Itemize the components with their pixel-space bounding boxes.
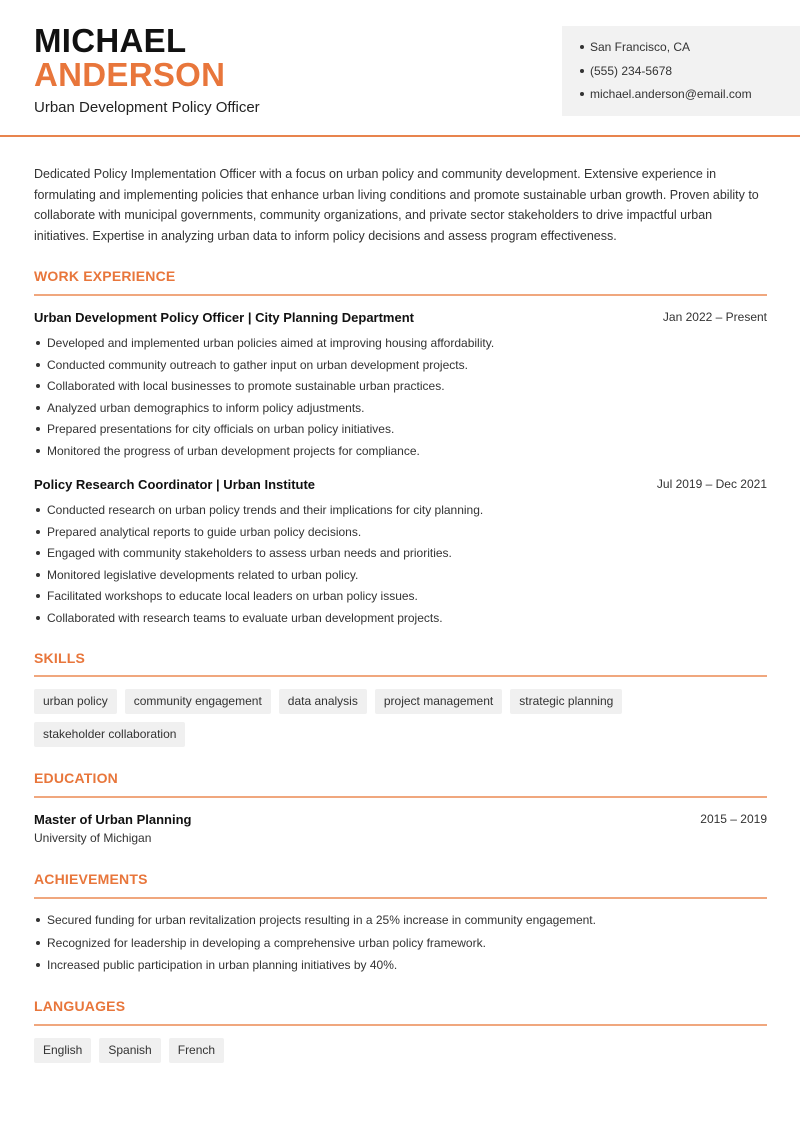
education-school: University of Michigan — [34, 831, 152, 845]
skill-tag: stakeholder collaboration — [34, 722, 185, 747]
skill-tag: community engagement — [125, 689, 271, 714]
contact-email[interactable]: michael.anderson@email.com — [580, 86, 800, 110]
skills-tags — [34, 689, 767, 747]
language-tag: French — [169, 1038, 224, 1063]
section-title-achievements: ACHIEVEMENTS — [34, 871, 148, 887]
job-bullets — [34, 335, 767, 464]
education-dates: 2015 – 2019 — [700, 812, 767, 826]
skill-tag: strategic planning — [510, 689, 622, 714]
list-item: Recognized for leadership in developing a comprehensive urban policy framework. — [34, 935, 767, 958]
job-dates: Jul 2019 – Dec 2021 — [656, 477, 767, 491]
language-tag: English — [34, 1038, 91, 1063]
list-item: Monitored the progress of urban development projects for compliance. — [34, 443, 767, 465]
skill-tag: project management — [375, 689, 502, 714]
job-bullets — [34, 502, 767, 631]
job-title: Urban Development Policy Officer — [34, 99, 260, 116]
list-item: Prepared presentations for city officials on urban policy initiatives. — [34, 421, 767, 443]
list-item: Analyzed urban demographics to inform policy adjustments. — [34, 400, 767, 422]
list-item: Facilitated workshops to educate local leaders on urban policy issues. — [34, 588, 767, 610]
section-title-education: EDUCATION — [34, 770, 118, 786]
resume-header — [0, 0, 800, 137]
section-divider — [34, 294, 767, 296]
contact-phone: (555) 234-5678 — [580, 63, 800, 87]
contact-location: San Francisco, CA — [580, 39, 800, 63]
language-tags — [34, 1038, 767, 1063]
section-divider — [34, 675, 767, 677]
achievement-bullets — [34, 912, 767, 980]
language-tag: Spanish — [99, 1038, 160, 1063]
last-name: ANDERSON — [34, 56, 226, 93]
list-item: Developed and implemented urban policies aimed at improving housing affordability. — [34, 335, 767, 357]
section-divider — [34, 796, 767, 798]
list-item: Prepared analytical reports to guide urban policy decisions. — [34, 524, 767, 546]
list-item: Monitored legislative developments related to urban policy. — [34, 567, 767, 589]
contact-box — [562, 26, 800, 116]
section-title-languages: LANGUAGES — [34, 998, 126, 1014]
list-item: Engaged with community stakeholders to assess urban needs and priorities. — [34, 545, 767, 567]
first-name: MICHAEL — [34, 22, 187, 59]
section-divider — [34, 1024, 767, 1026]
skill-tag: data analysis — [279, 689, 367, 714]
list-item: Collaborated with local businesses to promote sustainable urban practices. — [34, 378, 767, 400]
list-item: Conducted research on urban policy trends and their implications for city planning. — [34, 502, 767, 524]
skill-tag: urban policy — [34, 689, 117, 714]
summary-paragraph: Dedicated Policy Implementation Officer with a focus on urban policy and community development. Extensive experience in formulating and implementing policies that enhance urban living conditions and promote sustainable urban growth. Proven ability to collaborate with municipal governments, community organizations, and private sector stakeholders to drive impactful urban initiatives. Expertise in analyzing urban data to inform policy decisions and assess program effectiveness. — [34, 167, 759, 243]
list-item: Increased public participation in urban planning initiatives by 40%. — [34, 957, 767, 980]
job-role: Urban Development Policy Officer | City Planning Department — [34, 310, 414, 325]
list-item: Secured funding for urban revitalization projects resulting in a 25% increase in community engagement. — [34, 912, 767, 935]
job-role: Policy Research Coordinator | Urban Institute — [34, 477, 316, 492]
section-title-experience: WORK EXPERIENCE — [34, 268, 176, 284]
education-degree: Master of Urban Planning — [34, 812, 192, 827]
list-item: Collaborated with research teams to evaluate urban development projects. — [34, 610, 767, 632]
section-title-skills: SKILLS — [34, 650, 85, 666]
job-dates: Jan 2022 – Present — [662, 310, 767, 324]
job-header — [34, 477, 767, 492]
section-divider — [34, 897, 767, 899]
job-header — [34, 310, 767, 325]
list-item: Conducted community outreach to gather input on urban development projects. — [34, 357, 767, 379]
